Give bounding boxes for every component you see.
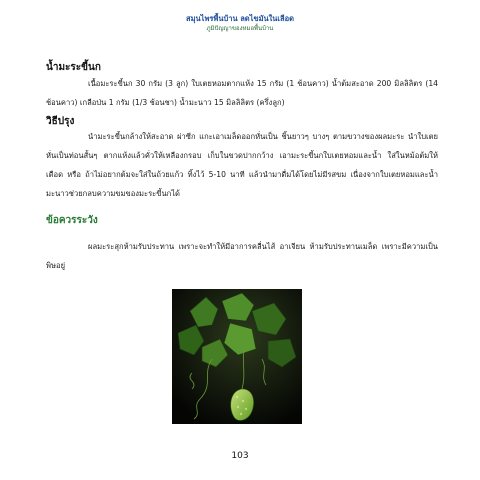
method-paragraph	[46, 127, 438, 203]
page-number: 103	[231, 451, 249, 461]
bitter-gourd-plant-photo	[172, 289, 302, 424]
header-subtitle: ภูมิปัญญาของหมอพื้นบ้าน	[206, 25, 274, 32]
caution-text: ผลมะระสุกห้ามรับประทาน เพราะจะทำให้มีอาการคลื่นไส้ อาเจียน ห้ามรับประทานเมล็ด เพราะมีความเป็นพิษอยู่	[46, 242, 438, 270]
caution-paragraph	[46, 237, 438, 275]
recipe-title: น้ำมะระขี้นก	[46, 62, 101, 73]
caution-title: ข้อควรระวัง	[46, 215, 98, 226]
ingredients-text: เนื้อมะระขี้นก 30 กรัม (3 ลูก) ใบเตยหอมตากแห้ง 15 กรัม (1 ช้อนคาว) น้ำต้มสะอาด 200 มิลลิลิตร (14 ช้อนคาว) เกลือป่น 1 กรัม (1/3 ช้อนชา) น้ำมะนาว 15 มิลลิลิตร (ครึ่งลูก)	[46, 79, 438, 107]
running-header	[0, 14, 480, 33]
method-text: นำมะระขี้นกล้างให้สะอาด ผ่าซีก แกะเอาเมล็ดออกหั่นเป็น ชิ้นยาวๆ บางๆ ตามขวางของผลมะระ นำใบเตย หั่นเป็นท่อนสั้นๆ ตากแห้งแล้วคั่วให้เหลืองกรอบ เก็บในขวดปากกว้าง เอามะระขี้นกใบเตยหอมและน้ำ ใส่ในหม้อต้มให้เดือด หรือ ถ้าไม่อยากต้มจะใส่ในถ้วยแก้ว ทิ้งไว้ 5-10 นาที แล้วนำมาดื่มได้โดยไม่มีรสขม เนื่องจากใบเตยหอมและน้ำมะนาวช่วยกลบความขมของมะระขี้นกได้	[46, 132, 438, 198]
method-title: วิธีปรุง	[46, 116, 75, 127]
header-title: สมุนไพรพื้นบ้าน ลดไขมันในเลือด	[186, 14, 294, 23]
ingredients-paragraph	[46, 74, 438, 112]
